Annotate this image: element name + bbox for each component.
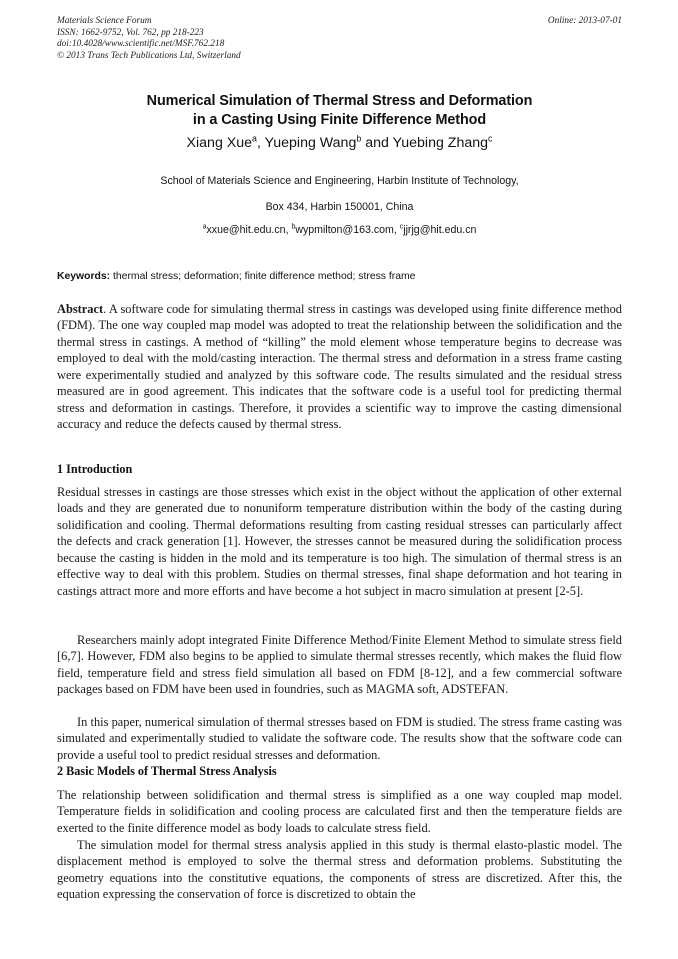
basic-models-paragraph-1: The relationship between solidification and thermal stress is simplified as a one way coupled map model. Temperature fields in solidification and cooling process are calculated first and then the temperature fields are exerted to the finite difference model as body loads to calculate stress field. bbox=[57, 788, 622, 835]
email-separator-1: , bbox=[285, 224, 292, 236]
introduction-paragraph-1-wrap bbox=[57, 484, 622, 599]
email-address-3[interactable]: jjrjg@hit.edu.cn bbox=[403, 224, 477, 236]
journal-name: Materials Science Forum bbox=[57, 16, 152, 26]
introduction-paragraph-2: Researchers mainly adopt integrated Finite Difference Method/Finite Element Method to simulate stress field [6,7]. However, FDM also begins to be applied to simulate thermal stresses recently, which makes the fluid flow field, temperature field and stress field simulation all based on FDM [8-12], and a few commercial software packages based on FDM have been used in foundries, such as MAGMA soft, ADSTEFAN. bbox=[57, 633, 622, 697]
author-marker-1: a bbox=[252, 133, 257, 144]
author-list bbox=[57, 133, 622, 153]
publication-header bbox=[57, 16, 622, 62]
email-address-2[interactable]: wypmilton@163.com bbox=[295, 224, 394, 236]
author-separator-2: and bbox=[361, 135, 393, 151]
author-name-1: Xiang Xue bbox=[186, 135, 253, 151]
online-date: Online: 2013-07-01 bbox=[547, 16, 622, 26]
doi-line: doi:10.4028/www.scientific.net/MSF.762.218 bbox=[57, 39, 225, 50]
page-title bbox=[57, 92, 622, 131]
email-block bbox=[57, 222, 622, 238]
section-heading-basic-models-wrap bbox=[57, 763, 622, 779]
title-line-1: Numerical Simulation of Thermal Stress and Deformation bbox=[146, 92, 533, 109]
email-marker-1: a bbox=[202, 223, 207, 231]
keywords-line bbox=[57, 270, 622, 284]
introduction-paragraph-1: Residual stresses in castings are those stresses which exist in the object without the application of other external loads and they are generated due to nonuniform temperature distribution within the body of the casting during solidification and cooling. Thermal deformations resulting from casting residual stresses can particularly affect the defects and crack generation [1]. However, the stresses cannot be measured during the solidification process because the casting is hidden in the mold and its temperature is too high. The simulation of thermal stress is an effective way to deal with this problem. Studies on thermal stresses, final shape deformation and hot tearing in castings attract more and more efforts and have become a hot subject in macro simulation at present [2-5]. bbox=[57, 485, 622, 598]
email-marker-3: c bbox=[399, 223, 404, 231]
basic-models-paragraph-1-wrap bbox=[57, 787, 622, 836]
email-separator-2: , bbox=[393, 224, 400, 236]
keywords-value: thermal stress; deformation; finite difference method; stress frame bbox=[110, 271, 416, 282]
abstract-paragraph bbox=[57, 301, 622, 433]
title-line-2: in a Casting Using Finite Difference Method bbox=[192, 112, 487, 129]
introduction-paragraph-2-wrap bbox=[57, 632, 622, 698]
abstract-text: . A software code for simulating thermal stress in castings was developed using finite difference method (FDM). The one way coupled map model was adopted to treat the relationship between the solidification and the thermal stress in castings. A method of “killing” the mold element whose temperature begins to decrease was employed to deal with the mold/casting interaction. The thermal stress and deformation in a stress frame casting were experimentally studied and analyzed by this software code. The results simulated and the residual stress measured are in good agreement. This indicates that the software code is a useful tool for predicting thermal stress and deformation in castings. Therefore, it provides a scientific way to improve the casting dimensional accuracy and reduce the defects caused by thermal stress. bbox=[57, 302, 622, 432]
section-heading-basic-models: 2 Basic Models of Thermal Stress Analysis bbox=[57, 764, 277, 778]
header-top-row bbox=[57, 16, 622, 28]
section-heading-introduction-wrap bbox=[57, 461, 622, 477]
email-marker-2: b bbox=[291, 223, 296, 231]
introduction-paragraph-3-wrap bbox=[57, 714, 622, 763]
author-name-3: Yuebing Zhang bbox=[392, 135, 489, 151]
basic-models-paragraph-2: The simulation model for thermal stress analysis applied in this study is thermal elasto-plastic model. The displacement method is employed to solve the thermal stress and deformation problems. Substituting the geometry equations into the constitutive equations, the components of stress are discretized. After this, the equation expressing the conservation of force is discretized to obtain the bbox=[57, 838, 622, 902]
basic-models-paragraph-2-wrap bbox=[57, 837, 622, 903]
author-marker-3: c bbox=[488, 133, 493, 144]
keywords-label: Keywords: bbox=[57, 271, 111, 282]
issn-line: ISSN: 1662-9752, Vol. 762, pp 218-223 bbox=[57, 27, 204, 38]
author-marker-2: b bbox=[356, 133, 362, 144]
email-address-1[interactable]: xxue@hit.edu.cn bbox=[206, 224, 286, 236]
abstract-block bbox=[57, 301, 622, 433]
introduction-paragraph-3: In this paper, numerical simulation of thermal stresses based on FDM is studied. The stress frame casting was simulated and experimentally studied to validate the software code. The results show that the software code can provide a useful tool to predict residual stresses and deformation. bbox=[57, 715, 622, 762]
abstract-label: Abstract bbox=[57, 302, 104, 316]
affiliation-block bbox=[57, 168, 622, 220]
affiliation-line-1: School of Materials Science and Engineering, Harbin Institute of Technology, bbox=[160, 175, 519, 187]
author-name-2: Yueping Wang bbox=[264, 135, 357, 151]
section-heading-introduction: 1 Introduction bbox=[57, 462, 133, 476]
author-separator-1: , bbox=[256, 135, 265, 151]
copyright-line: © 2013 Trans Tech Publications Ltd, Switzerland bbox=[57, 50, 241, 61]
affiliation-line-2: Box 434, Harbin 150001, China bbox=[265, 201, 414, 213]
